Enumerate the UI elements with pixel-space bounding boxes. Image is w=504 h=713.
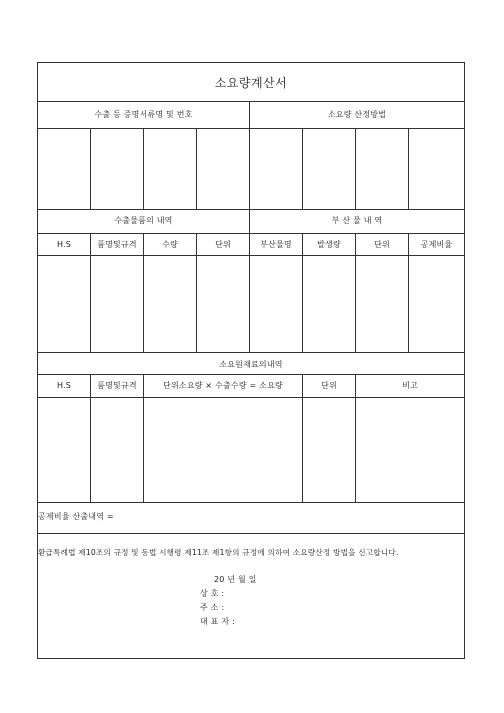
signature-company: 상 호 : [200, 589, 225, 598]
col-unit: 단위 [215, 240, 231, 249]
divider [196, 128, 197, 209]
raw-materials-header: 소요원재료의내역 [219, 360, 283, 369]
divider [302, 374, 303, 502]
col-unit: 단위 [374, 240, 390, 249]
divider [249, 101, 250, 128]
divider [355, 374, 356, 502]
divider [355, 233, 356, 352]
signature-address: 주 소 : [200, 603, 225, 612]
export-goods-header: 수출물품의 내역 [114, 216, 173, 225]
col-hs: H.S [56, 381, 72, 390]
col-item-spec: 품명및규격 [97, 240, 137, 249]
col-consumption-formula: 단위소요량 × 수출수량 = 소요량 [163, 381, 283, 390]
col-item-spec: 품명및규격 [97, 381, 137, 390]
divider [196, 233, 197, 352]
col-unit: 단위 [321, 381, 337, 390]
divider [38, 128, 464, 129]
divider [90, 374, 91, 502]
declaration-text: 환급특례법 제10조의 규정 및 동법 시행령 제11조 제1항의 규정에 의하여 소요량산정 방법을 신고합니다. [38, 548, 399, 557]
form-title: 소요량계산서 [214, 76, 288, 90]
divider [249, 209, 250, 233]
divider [249, 128, 250, 209]
divider [38, 352, 464, 353]
divider [302, 128, 303, 209]
divider [38, 255, 464, 256]
divider [355, 128, 356, 209]
divider [143, 233, 144, 352]
divider [90, 128, 91, 209]
deduction-ratio-calculation: 공제비율 산출내역 = [38, 512, 114, 521]
divider [302, 233, 303, 352]
calculation-method-header: 소요량 산정방법 [327, 110, 387, 119]
consumption-calculation-form [37, 62, 465, 659]
divider [408, 233, 409, 352]
divider [38, 397, 464, 398]
signature-representative: 대 표 자 : [200, 617, 235, 626]
divider [143, 374, 144, 502]
col-byproduct-name: 부산물명 [260, 240, 292, 249]
divider [38, 101, 464, 102]
divider [38, 233, 464, 234]
divider [38, 502, 464, 503]
col-quantity: 수량 [162, 240, 178, 249]
divider [143, 128, 144, 209]
byproduct-header: 부 산 물 내 역 [331, 216, 383, 225]
divider [38, 374, 464, 375]
export-docs-header: 수출 등 증명서류명 및 번호 [94, 110, 193, 119]
col-generated-amount: 발생량 [317, 240, 341, 249]
col-deduction-ratio: 공제비율 [420, 240, 453, 249]
divider [249, 233, 250, 352]
divider [408, 128, 409, 209]
divider [90, 233, 91, 352]
col-remarks: 비고 [402, 381, 418, 390]
col-hs: H.S [56, 240, 72, 249]
divider [38, 209, 464, 210]
divider [38, 533, 464, 534]
signature-date: 20 년 월 일 [214, 575, 257, 584]
